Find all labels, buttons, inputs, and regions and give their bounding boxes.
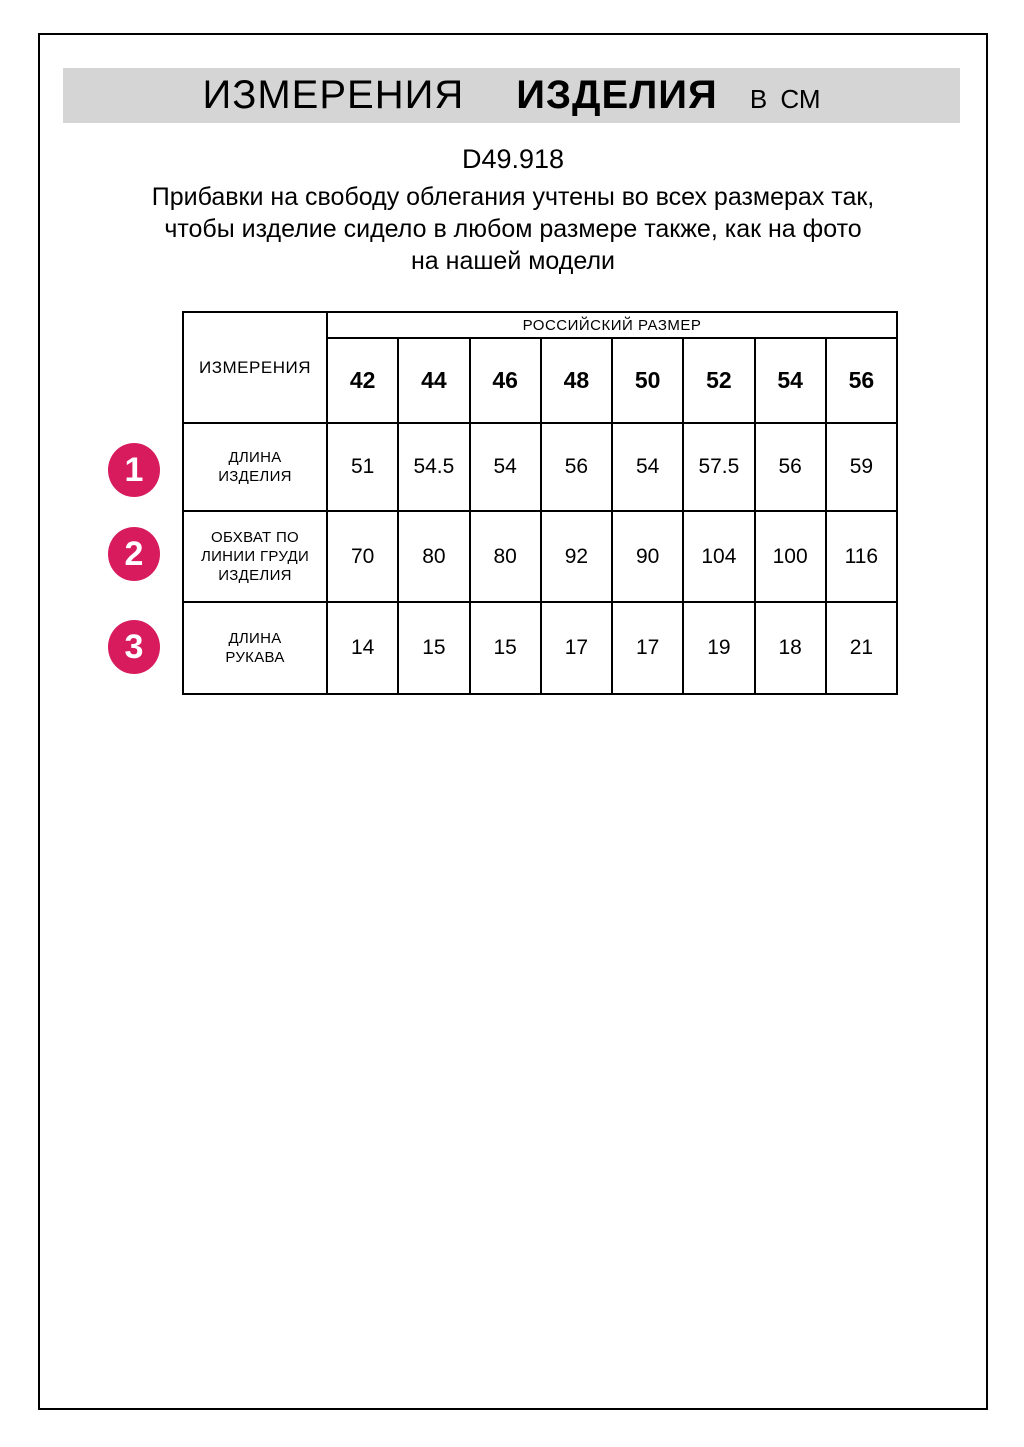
cell-sleeve-48: 17 — [541, 602, 612, 694]
cell-chest-52: 104 — [683, 511, 754, 602]
cell-length-48: 56 — [541, 423, 612, 511]
cell-chest-44: 80 — [398, 511, 469, 602]
cell-chest-56: 116 — [826, 511, 897, 602]
fit-note-line-3: на нашей модели — [411, 247, 615, 275]
size-header-44: 44 — [398, 338, 469, 423]
size-header-46: 46 — [470, 338, 541, 423]
title-measurements: ИЗМЕРЕНИЯ — [202, 73, 465, 117]
row-marker-3: 3 — [108, 620, 160, 674]
cell-length-46: 54 — [470, 423, 541, 511]
model-code: D49.918 — [461, 144, 565, 174]
size-header-48: 48 — [541, 338, 612, 423]
cell-sleeve-52: 19 — [683, 602, 754, 694]
title-banner — [63, 68, 960, 123]
size-header-42: 42 — [327, 338, 398, 423]
cell-sleeve-54: 18 — [755, 602, 826, 694]
size-header-54: 54 — [755, 338, 826, 423]
title-product: ИЗДЕЛИЯ — [516, 73, 718, 117]
fit-note — [38, 181, 988, 277]
row-label-length: ДЛИНА ИЗДЕЛИЯ — [183, 423, 327, 511]
cell-sleeve-44: 15 — [398, 602, 469, 694]
table-group-header: РОССИЙСКИЙ РАЗМЕР — [327, 312, 897, 338]
cell-length-56: 59 — [826, 423, 897, 511]
table-corner-label: ИЗМЕРЕНИЯ — [183, 312, 327, 423]
cell-chest-54: 100 — [755, 511, 826, 602]
measurements-table — [182, 311, 898, 695]
row-label-chest: ОБХВАТ ПО ЛИНИИ ГРУДИ ИЗДЕЛИЯ — [183, 511, 327, 602]
cell-sleeve-50: 17 — [612, 602, 683, 694]
title-units: В СМ — [749, 84, 821, 114]
size-header-56: 56 — [826, 338, 897, 423]
cell-length-52: 57.5 — [683, 423, 754, 511]
row-marker-2: 2 — [108, 527, 160, 581]
cell-length-54: 56 — [755, 423, 826, 511]
cell-length-42: 51 — [327, 423, 398, 511]
cell-chest-42: 70 — [327, 511, 398, 602]
cell-sleeve-46: 15 — [470, 602, 541, 694]
cell-chest-50: 90 — [612, 511, 683, 602]
size-header-52: 52 — [683, 338, 754, 423]
row-label-sleeve: ДЛИНА РУКАВА — [183, 602, 327, 694]
cell-sleeve-56: 21 — [826, 602, 897, 694]
cell-chest-48: 92 — [541, 511, 612, 602]
cell-sleeve-42: 14 — [327, 602, 398, 694]
cell-length-50: 54 — [612, 423, 683, 511]
row-marker-1: 1 — [108, 443, 160, 497]
cell-length-44: 54.5 — [398, 423, 469, 511]
cell-chest-46: 80 — [470, 511, 541, 602]
fit-note-line-1: Прибавки на свободу облегания учтены во всех размерах так, — [151, 183, 875, 211]
fit-note-line-2: чтобы изделие сидело в любом размере также, как на фото — [164, 215, 862, 243]
size-header-50: 50 — [612, 338, 683, 423]
